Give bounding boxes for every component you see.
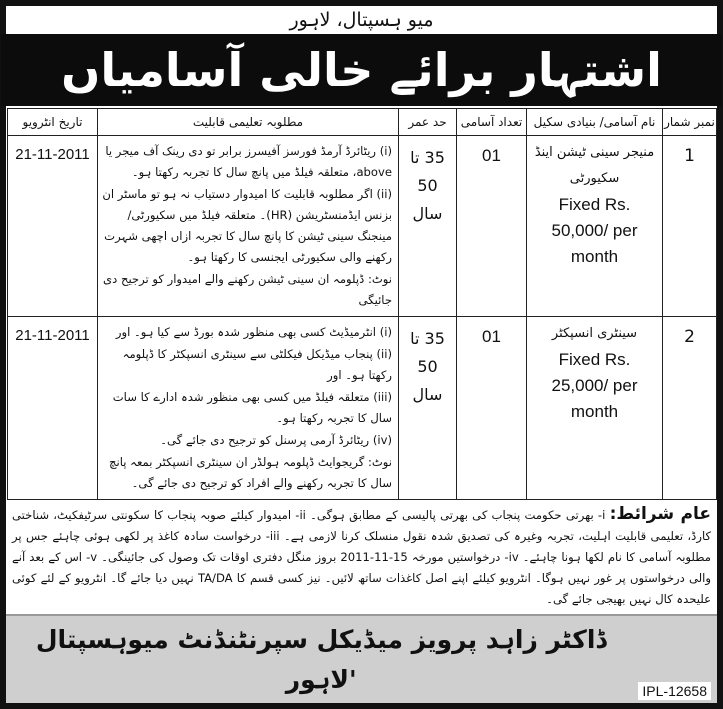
qualification-item: (i) ریٹائرڈ آرمڈ فورسز آفیسرز برابر تو دی رینک آف میجر یا above، متعلقہ فیلڈ میں پانچ سال کا تجربہ رکھتا ہو۔ bbox=[105, 144, 392, 179]
age-limit bbox=[399, 136, 457, 317]
qualification-note: نوٹ: ڈپلومہ ان سینی ٹیشن رکھنے والے امیدوار کو ترجیح دی جائیگی bbox=[103, 272, 392, 307]
post-name: سینٹری انسپکٹر bbox=[551, 326, 638, 341]
col-age-limit: حد عمر bbox=[399, 109, 457, 136]
qualification-item: (ii) پنجاب میڈیکل فیکلٹی سے سینٹری انسپکٹر کا ڈپلومہ رکھتا ہو۔ اور bbox=[122, 347, 392, 382]
ad-title-banner: اشتہار برائے خالی آسامیاں bbox=[1, 34, 722, 106]
qualification-note: نوٹ: گریجوایٹ ڈپلومہ ہولڈر ان سینٹری انسپکٹر بمعہ پانچ سال کا تجربہ رکھنے والے افراد کو ترجیح دی جائے گی۔ bbox=[109, 455, 392, 490]
age-min: 35 تا bbox=[410, 329, 445, 348]
table-row bbox=[8, 136, 717, 317]
pay-amount: 50,000/ per bbox=[551, 221, 638, 240]
pay-period: month bbox=[570, 402, 619, 421]
pay-amount: 25,000/ per bbox=[551, 376, 638, 395]
qualification-item: (i) انٹرمیڈیٹ کسی بھی منظور شدہ بورڈ سے کیا ہو۔ اور bbox=[115, 325, 392, 339]
age-limit bbox=[399, 317, 457, 500]
post-name-cell bbox=[527, 136, 663, 317]
qualification-item: (iii) متعلقہ فیلڈ میں کسی بھی منظور شدہ ادارے کا سات سال کا تجربہ رکھتا ہو۔ bbox=[112, 390, 392, 425]
pay-line: Fixed Rs. bbox=[558, 350, 631, 369]
table-header bbox=[8, 109, 717, 136]
col-interview-date: تاریخ انٹرویو bbox=[8, 109, 98, 136]
col-post-name: نام آسامی/ بنیادی سکیل bbox=[527, 109, 663, 136]
post-name: منیجر سینی ٹیشن اینڈ سکیورٹی bbox=[534, 145, 655, 186]
col-post-count: تعداد آسامی bbox=[457, 109, 527, 136]
qualification-item: (ii) اگر مطلوبہ قابلیت کا امیدوار دستیاب نہ ہو تو ماسٹر ان بزنس ایڈمنسٹریشن (HR)۔ متعلقہ فیلڈ میں سکیورٹی/ مینجنگ سینی ٹیشن کا پانچ سال کا تجربہ ازاں اچھی شہرت رکھنے والی سکیورٹی ایجنسی کا رکھتا ہو۔ bbox=[102, 187, 392, 264]
interview-date: 21-11-2011 bbox=[8, 317, 98, 500]
interview-date: 21-11-2011 bbox=[8, 136, 98, 317]
age-max: 50 سال bbox=[412, 357, 443, 404]
pay-line: Fixed Rs. bbox=[558, 195, 631, 214]
hospital-name: میو ہسپتال، لاہور bbox=[289, 9, 434, 31]
col-qualification: مطلوبہ تعلیمی قابلیت bbox=[98, 109, 399, 136]
conditions-label: عام شرائط: bbox=[609, 504, 712, 524]
post-count: 01 bbox=[457, 136, 527, 317]
ad-reference: IPL-12658 bbox=[638, 682, 711, 700]
serial: 1 bbox=[663, 136, 717, 317]
post-name-cell bbox=[527, 317, 663, 500]
general-conditions bbox=[12, 504, 711, 610]
qualification-item: (iv) ریٹائرڈ آرمی پرسنل کو ترجیح دی جائے گی۔ bbox=[160, 433, 392, 447]
age-min: 35 تا bbox=[410, 148, 445, 167]
table-row bbox=[8, 317, 717, 500]
post-count: 01 bbox=[457, 317, 527, 500]
conditions-text: i- بھرتی حکومت پنجاب کی بھرتی پالیسی کے مطابق ہوگی۔ ii- امیدوار کیلئے صوبہ پنجاب کا سکونتی سرٹیفکیٹ، شناختی کارڈ، تعلیمی قابلیت اہلیت، تجربہ وغیرہ کی تصدیق شدہ نقول منسلک کرنا لازمی ہے۔ iii- درخواست سادہ کاغذ پر لکھی ہوئی چاہئے جس پر مطلوبہ آسامی کا نام لکھا ہونا چاہئے۔ iv- درخواستیں مورخہ 15-11-2011 بروز منگل دفتری اوقات تک وصول کی جائینگی۔ v- اس کے بعد آنے والی درخواستوں پر غور نہیں ہوگا۔ انٹرویو کیلئے اپنے اصل کاغذات ساتھ لائیں۔ نیز کسی قسم کا TA/DA نہیں دیا جائے گا۔ انٹرویو کے لئے کوئی علیحدہ کال نہیں بھیجی جائے گی۔ bbox=[12, 508, 711, 606]
vacancy-table bbox=[7, 108, 717, 500]
signature-bar bbox=[6, 614, 717, 703]
serial: 2 bbox=[663, 317, 717, 500]
signatory: ڈاکٹر زاہد پرویز میڈیکل سپرنٹنڈنٹ میوہسپتال 'لاہور bbox=[35, 625, 607, 694]
col-serial: نمبر شمار bbox=[663, 109, 717, 136]
pay-period: month bbox=[570, 247, 619, 266]
qualification bbox=[98, 136, 399, 317]
age-max: 50 سال bbox=[412, 176, 443, 223]
qualification bbox=[98, 317, 399, 500]
